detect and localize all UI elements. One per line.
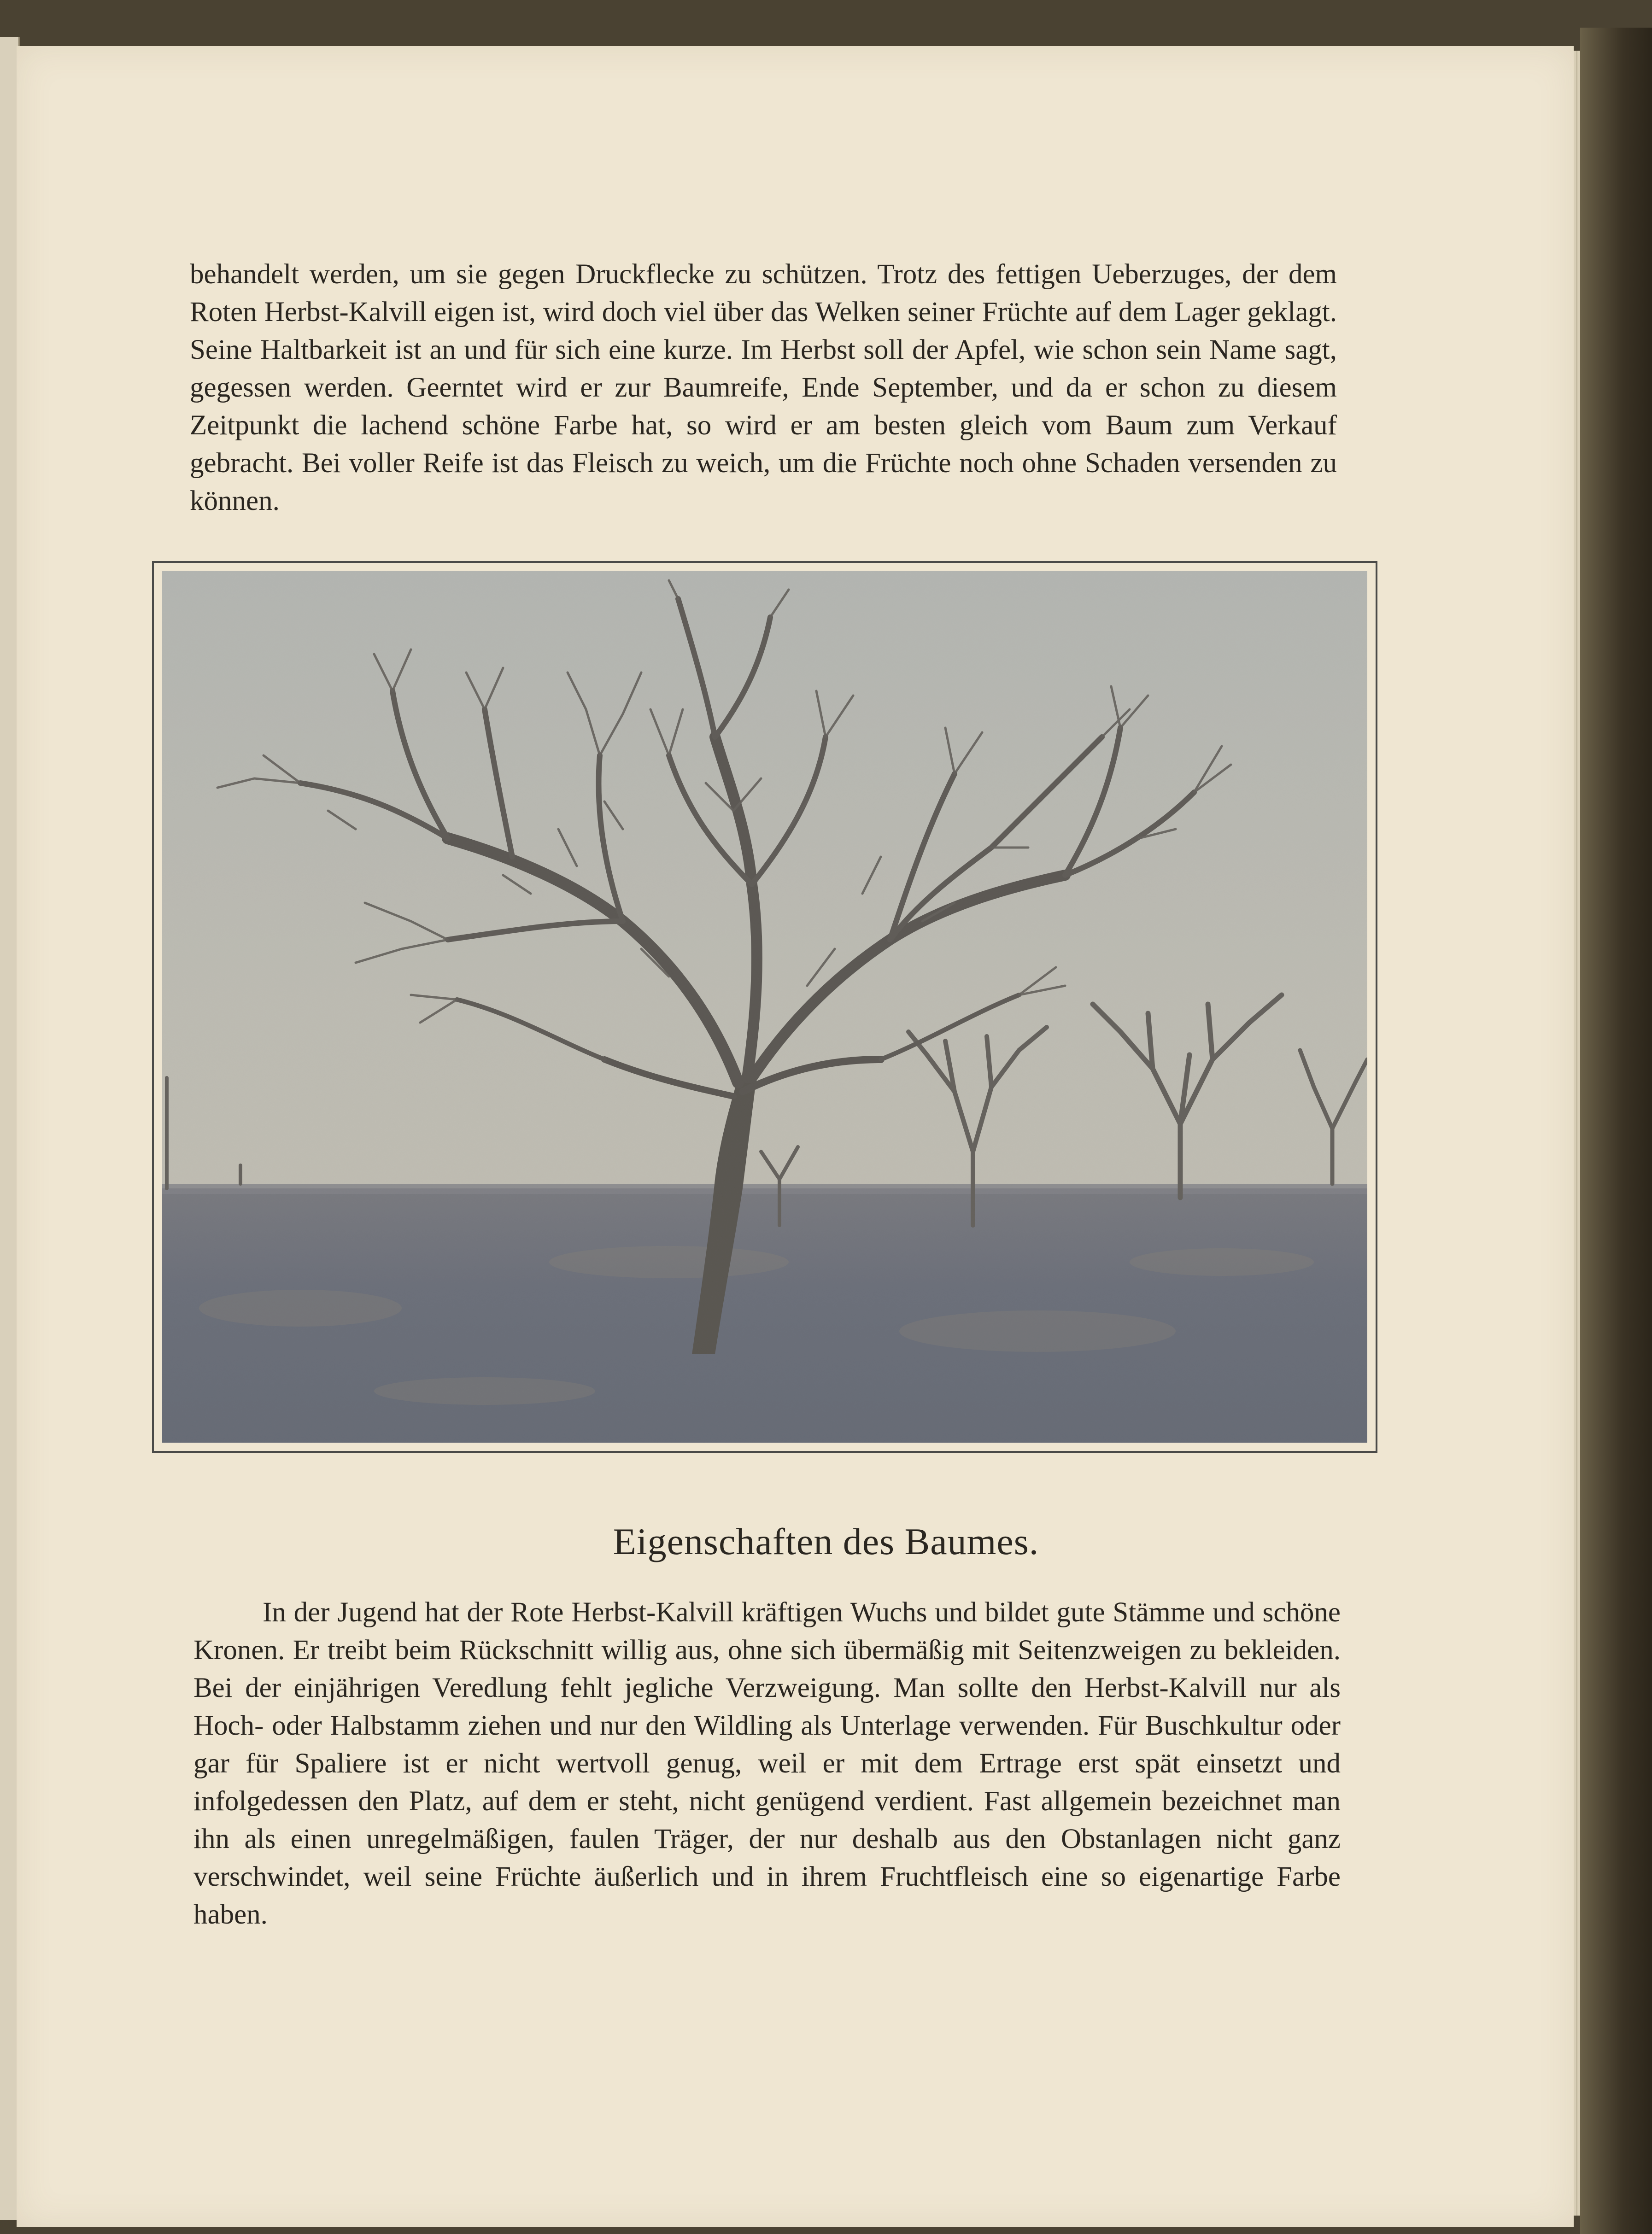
paragraph-top xyxy=(190,256,1337,520)
tree-photograph-frame xyxy=(152,561,1377,1453)
paragraph-bottom-text: In der Jugend hat der Rote Herbst-Kalvill kräftigen Wuchs und bildet gute Stämme und schöne Kronen. Er treibt beim Rückschnitt willig aus, ohne sich übermäßig mit Seitenzweigen zu bekleiden. Bei der einjährigen Veredlung fehlt jegliche Verzweigung. Man sollte den Herbst-Kalvill nur als Hoch- oder Halbstamm ziehen und nur den Wildling als Unterlage verwenden. Für Buschkultur oder gar für Spaliere ist er nicht wertvoll genug, weil er mit dem Ertrage erst spät einsetzt und infolgedessen den Platz, auf dem er steht, nicht genügend verdient. Fast allgemein bezeichnet man ihn als einen unregelmäßigen, faulen Träger, der nur deshalb aus den Obstanlagen nicht ganz verschwindet, weil seine Früchte äußerlich und in ihrem Fruchtfleisch eine so eigenartige Farbe haben. xyxy=(193,1597,1341,1930)
paragraph-bottom xyxy=(193,1594,1341,1934)
paragraph-top-text: behandelt werden, um sie gegen Druckflecke zu schützen. Trotz des fettigen Ueberzuges, der dem Roten Herbst-Kalvill eigen ist, wird doch viel über das Welken seiner Früchte auf dem Lager geklagt. Seine Haltbarkeit ist an und für sich eine kurze. Im Herbst soll der Apfel, wie schon sein Name sagt, gegessen werden. Geerntet wird er zur Baumreife, Ende September, und da er schon zu diesem Zeitpunkt die lachend schöne Farbe hat, so wird er am besten gleich vom Baum zum Verkauf gebracht. Bei voller Reife ist das Fleisch zu weich, um die Früchte noch ohne Schaden versenden zu können. xyxy=(190,259,1337,516)
section-heading: Eigenschaften des Baumes. xyxy=(613,1521,1039,1562)
book-cover-edge xyxy=(1580,28,1652,2234)
tree-photograph xyxy=(162,571,1367,1443)
